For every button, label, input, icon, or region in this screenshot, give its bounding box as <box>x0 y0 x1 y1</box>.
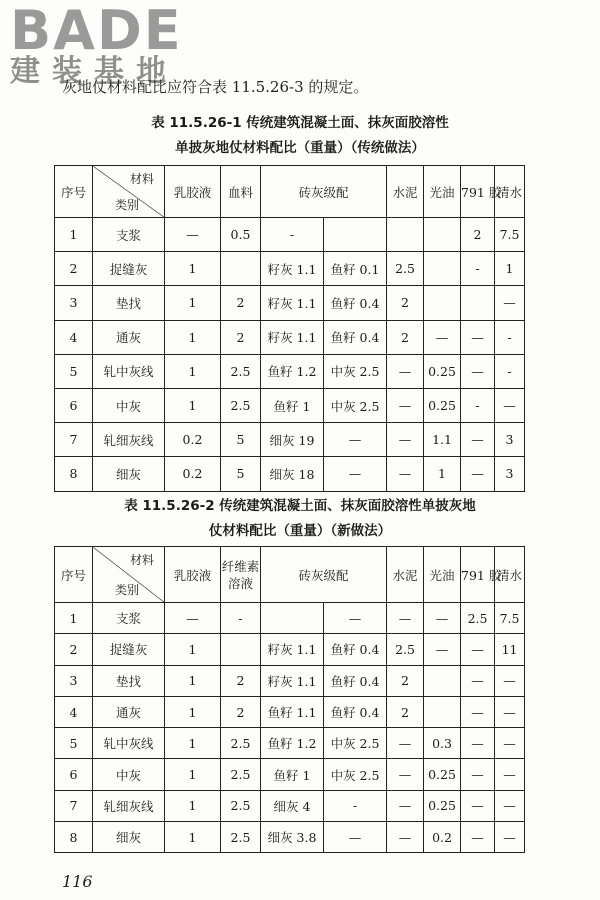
cell-cement: — <box>387 822 424 853</box>
cell-seq: 7 <box>55 423 93 457</box>
cell-latex: 1 <box>165 320 221 354</box>
cell-col2: 0.5 <box>221 218 261 252</box>
cell-col2: 2.5 <box>221 790 261 821</box>
cell-category: 垫找 <box>93 286 165 320</box>
cell-brick-ash-a: 鱼籽 1.2 <box>261 354 324 388</box>
cell-col2: 2.5 <box>221 354 261 388</box>
cell-791-glue: — <box>461 354 495 388</box>
cell-light-oil: 0.2 <box>424 822 461 853</box>
cell-light-oil: — <box>424 634 461 665</box>
cell-brick-ash-b: — <box>324 822 387 853</box>
table-row <box>55 218 525 252</box>
cell-791-glue: — <box>461 822 495 853</box>
table2-caption-line2: 仗材料配比（重量）（新做法） <box>208 523 392 539</box>
header-cement: 水泥 <box>387 166 424 218</box>
cell-light-oil <box>424 696 461 727</box>
cell-brick-ash-a <box>261 603 324 634</box>
header-791-glue: 791 胶 <box>461 547 495 603</box>
table-row <box>55 354 525 388</box>
cell-col2 <box>221 252 261 286</box>
cell-light-oil <box>424 286 461 320</box>
table-row <box>55 603 525 634</box>
cell-water: 1 <box>495 252 525 286</box>
cell-brick-ash-a: - <box>261 218 324 252</box>
cell-latex: 1 <box>165 728 221 759</box>
cell-water: — <box>495 822 525 853</box>
table2-caption <box>0 494 600 544</box>
cell-col2: 2.5 <box>221 759 261 790</box>
cell-water: 3 <box>495 457 525 491</box>
table1-caption-line2: 单披灰地仗材料配比（重量）（传统做法） <box>175 140 425 156</box>
table-row <box>55 320 525 354</box>
cell-col2 <box>221 634 261 665</box>
cell-water: — <box>495 696 525 727</box>
header-water: 清水 <box>495 547 525 603</box>
table-row <box>55 388 525 422</box>
cell-791-glue: — <box>461 696 495 727</box>
cell-light-oil <box>424 665 461 696</box>
cell-brick-ash-b: 鱼籽 0.4 <box>324 634 387 665</box>
table2-header-row <box>55 547 525 603</box>
cell-791-glue: — <box>461 790 495 821</box>
cell-latex: — <box>165 218 221 252</box>
table-row <box>55 759 525 790</box>
header-cellulose-solution: 纤维素溶液 <box>221 547 261 603</box>
cell-category: 轧细灰线 <box>93 423 165 457</box>
cell-col2: 5 <box>221 423 261 457</box>
cell-col2: 2 <box>221 320 261 354</box>
cell-cement <box>387 218 424 252</box>
cell-brick-ash-b: 中灰 2.5 <box>324 759 387 790</box>
table-row <box>55 634 525 665</box>
cell-791-glue: - <box>461 252 495 286</box>
table1 <box>54 165 525 492</box>
table2 <box>54 546 525 853</box>
cell-seq: 7 <box>55 790 93 821</box>
cell-brick-ash-b: — <box>324 423 387 457</box>
cell-water: — <box>495 759 525 790</box>
cell-water: — <box>495 790 525 821</box>
cell-brick-ash-b: 鱼籽 0.4 <box>324 286 387 320</box>
cell-category: 中灰 <box>93 759 165 790</box>
cell-seq: 8 <box>55 822 93 853</box>
cell-seq: 1 <box>55 603 93 634</box>
cell-light-oil: 0.3 <box>424 728 461 759</box>
header-light-oil: 光油 <box>424 547 461 603</box>
table-row <box>55 790 525 821</box>
cell-col2: 2 <box>221 286 261 320</box>
header-light-oil: 光油 <box>424 166 461 218</box>
page-number: 116 <box>62 872 93 891</box>
cell-col2: 2.5 <box>221 822 261 853</box>
cell-col2: - <box>221 603 261 634</box>
cell-col2: 5 <box>221 457 261 491</box>
cell-seq: 8 <box>55 457 93 491</box>
header-seq: 序号 <box>55 166 93 218</box>
table-row <box>55 252 525 286</box>
cell-category: 轧中灰线 <box>93 354 165 388</box>
cell-col2: 2 <box>221 665 261 696</box>
header-791-glue: 791 胶 <box>461 166 495 218</box>
cell-latex: 1 <box>165 696 221 727</box>
header-diagonal-cell <box>93 547 165 603</box>
cell-seq: 1 <box>55 218 93 252</box>
cell-brick-ash-a: 鱼籽 1.1 <box>261 696 324 727</box>
cell-latex: 0.2 <box>165 457 221 491</box>
cell-water: - <box>495 354 525 388</box>
cell-brick-ash-a: 鱼籽 1.2 <box>261 728 324 759</box>
cell-seq: 6 <box>55 388 93 422</box>
table1-caption-line1: 表 11.5.26-1 传统建筑混凝土面、抹灰面胶溶性 <box>151 115 449 131</box>
cell-brick-ash-a: 籽灰 1.1 <box>261 286 324 320</box>
header-brick-ash-grading: 砖灰级配 <box>261 547 387 603</box>
cell-791-glue: 2 <box>461 218 495 252</box>
cell-col2: 2 <box>221 696 261 727</box>
cell-latex: 1 <box>165 790 221 821</box>
cell-col2: 2.5 <box>221 388 261 422</box>
table-row <box>55 696 525 727</box>
cell-cement: 2 <box>387 696 424 727</box>
cell-latex: 1 <box>165 759 221 790</box>
cell-brick-ash-a: 鱼籽 1 <box>261 759 324 790</box>
cell-brick-ash-b: 中灰 2.5 <box>324 354 387 388</box>
cell-category: 支浆 <box>93 218 165 252</box>
table2-caption-line1: 表 11.5.26-2 传统建筑混凝土面、抹灰面胶溶性单披灰地 <box>124 498 476 514</box>
header-diagonal-cell <box>93 166 165 218</box>
cell-water: - <box>495 320 525 354</box>
cell-latex: 1 <box>165 286 221 320</box>
cell-water: 3 <box>495 423 525 457</box>
cell-cement: 2 <box>387 665 424 696</box>
table-row <box>55 457 525 491</box>
cell-water: 7.5 <box>495 218 525 252</box>
cell-seq: 4 <box>55 320 93 354</box>
header-blood-material: 血料 <box>221 166 261 218</box>
cell-latex: 0.2 <box>165 423 221 457</box>
cell-791-glue: — <box>461 423 495 457</box>
cell-brick-ash-b: 鱼籽 0.4 <box>324 696 387 727</box>
cell-category: 轧细灰线 <box>93 790 165 821</box>
cell-light-oil: — <box>424 320 461 354</box>
cell-latex: 1 <box>165 634 221 665</box>
cell-light-oil: 1.1 <box>424 423 461 457</box>
cell-latex: 1 <box>165 354 221 388</box>
header-latex: 乳胶液 <box>165 547 221 603</box>
cell-light-oil: 0.25 <box>424 388 461 422</box>
cell-category: 细灰 <box>93 457 165 491</box>
cell-cement: — <box>387 457 424 491</box>
cell-791-glue: - <box>461 388 495 422</box>
cell-latex: — <box>165 603 221 634</box>
cell-brick-ash-a: 籽灰 1.1 <box>261 252 324 286</box>
cell-791-glue: — <box>461 457 495 491</box>
header-water: 清水 <box>495 166 525 218</box>
cell-seq: 5 <box>55 354 93 388</box>
cell-brick-ash-b <box>324 218 387 252</box>
cell-brick-ash-a: 细灰 18 <box>261 457 324 491</box>
cell-cement: — <box>387 790 424 821</box>
cell-cement: — <box>387 728 424 759</box>
table-row <box>55 423 525 457</box>
table-row <box>55 286 525 320</box>
cell-seq: 3 <box>55 665 93 696</box>
cell-brick-ash-b: — <box>324 457 387 491</box>
cell-category: 支浆 <box>93 603 165 634</box>
cell-brick-ash-b: 中灰 2.5 <box>324 388 387 422</box>
cell-water: 11 <box>495 634 525 665</box>
cell-latex: 1 <box>165 252 221 286</box>
cell-cement: — <box>387 388 424 422</box>
table1-header-row <box>55 166 525 218</box>
cell-791-glue: — <box>461 634 495 665</box>
cell-cement: — <box>387 354 424 388</box>
cell-brick-ash-a: 细灰 4 <box>261 790 324 821</box>
header-latex: 乳胶液 <box>165 166 221 218</box>
cell-category: 捉缝灰 <box>93 634 165 665</box>
cell-brick-ash-b: 中灰 2.5 <box>324 728 387 759</box>
cell-brick-ash-b: 鱼籽 0.4 <box>324 320 387 354</box>
cell-latex: 1 <box>165 388 221 422</box>
cell-light-oil: 0.25 <box>424 759 461 790</box>
cell-brick-ash-a: 细灰 19 <box>261 423 324 457</box>
cell-water: 7.5 <box>495 603 525 634</box>
cell-water: — <box>495 665 525 696</box>
cell-brick-ash-b: — <box>324 603 387 634</box>
cell-water: — <box>495 388 525 422</box>
cell-brick-ash-a: 籽灰 1.1 <box>261 665 324 696</box>
cell-brick-ash-b: 鱼籽 0.4 <box>324 665 387 696</box>
cell-791-glue: — <box>461 728 495 759</box>
cell-seq: 5 <box>55 728 93 759</box>
cell-water: — <box>495 728 525 759</box>
cell-seq: 2 <box>55 634 93 665</box>
table-row <box>55 822 525 853</box>
cell-cement: 2 <box>387 320 424 354</box>
cell-light-oil: — <box>424 603 461 634</box>
cell-category: 捉缝灰 <box>93 252 165 286</box>
cell-cement: 2.5 <box>387 252 424 286</box>
cell-cement: — <box>387 603 424 634</box>
cell-light-oil <box>424 252 461 286</box>
cell-cement: — <box>387 423 424 457</box>
cell-category: 细灰 <box>93 822 165 853</box>
cell-791-glue: — <box>461 665 495 696</box>
cell-791-glue: 2.5 <box>461 603 495 634</box>
intro-text: 灰地仗材料配比应符合表 11.5.26-3 的规定。 <box>62 78 369 96</box>
cell-category: 通灰 <box>93 320 165 354</box>
logo-chinese-text: 建装基地 <box>10 54 178 89</box>
cell-791-glue: — <box>461 320 495 354</box>
cell-seq: 6 <box>55 759 93 790</box>
cell-791-glue: — <box>461 759 495 790</box>
cell-brick-ash-a: 鱼籽 1 <box>261 388 324 422</box>
cell-category: 垫找 <box>93 665 165 696</box>
logo-wordmark: BADE <box>10 0 183 62</box>
header-diag-category: 类别 <box>115 198 140 212</box>
cell-latex: 1 <box>165 665 221 696</box>
cell-cement: — <box>387 759 424 790</box>
cell-seq: 4 <box>55 696 93 727</box>
header-diag-material: 材料 <box>129 553 154 567</box>
cell-light-oil <box>424 218 461 252</box>
header-seq: 序号 <box>55 547 93 603</box>
header-cement: 水泥 <box>387 547 424 603</box>
table1-caption <box>0 111 600 161</box>
cell-category: 通灰 <box>93 696 165 727</box>
header-brick-ash-grading: 砖灰级配 <box>261 166 387 218</box>
table-row <box>55 728 525 759</box>
header-diag-material: 材料 <box>129 172 154 186</box>
cell-light-oil: 0.25 <box>424 354 461 388</box>
cell-brick-ash-b: - <box>324 790 387 821</box>
cell-seq: 3 <box>55 286 93 320</box>
cell-791-glue <box>461 286 495 320</box>
cell-category: 轧中灰线 <box>93 728 165 759</box>
cell-category: 中灰 <box>93 388 165 422</box>
cell-seq: 2 <box>55 252 93 286</box>
cell-brick-ash-b: 鱼籽 0.1 <box>324 252 387 286</box>
cell-cement: 2 <box>387 286 424 320</box>
table-row <box>55 665 525 696</box>
cell-latex: 1 <box>165 822 221 853</box>
cell-water: — <box>495 286 525 320</box>
cell-light-oil: 1 <box>424 457 461 491</box>
cell-light-oil: 0.25 <box>424 790 461 821</box>
cell-brick-ash-a: 籽灰 1.1 <box>261 320 324 354</box>
cell-brick-ash-a: 籽灰 1.1 <box>261 634 324 665</box>
cell-cement: 2.5 <box>387 634 424 665</box>
cell-col2: 2.5 <box>221 728 261 759</box>
header-diag-category: 类别 <box>115 583 140 597</box>
cell-brick-ash-a: 细灰 3.8 <box>261 822 324 853</box>
